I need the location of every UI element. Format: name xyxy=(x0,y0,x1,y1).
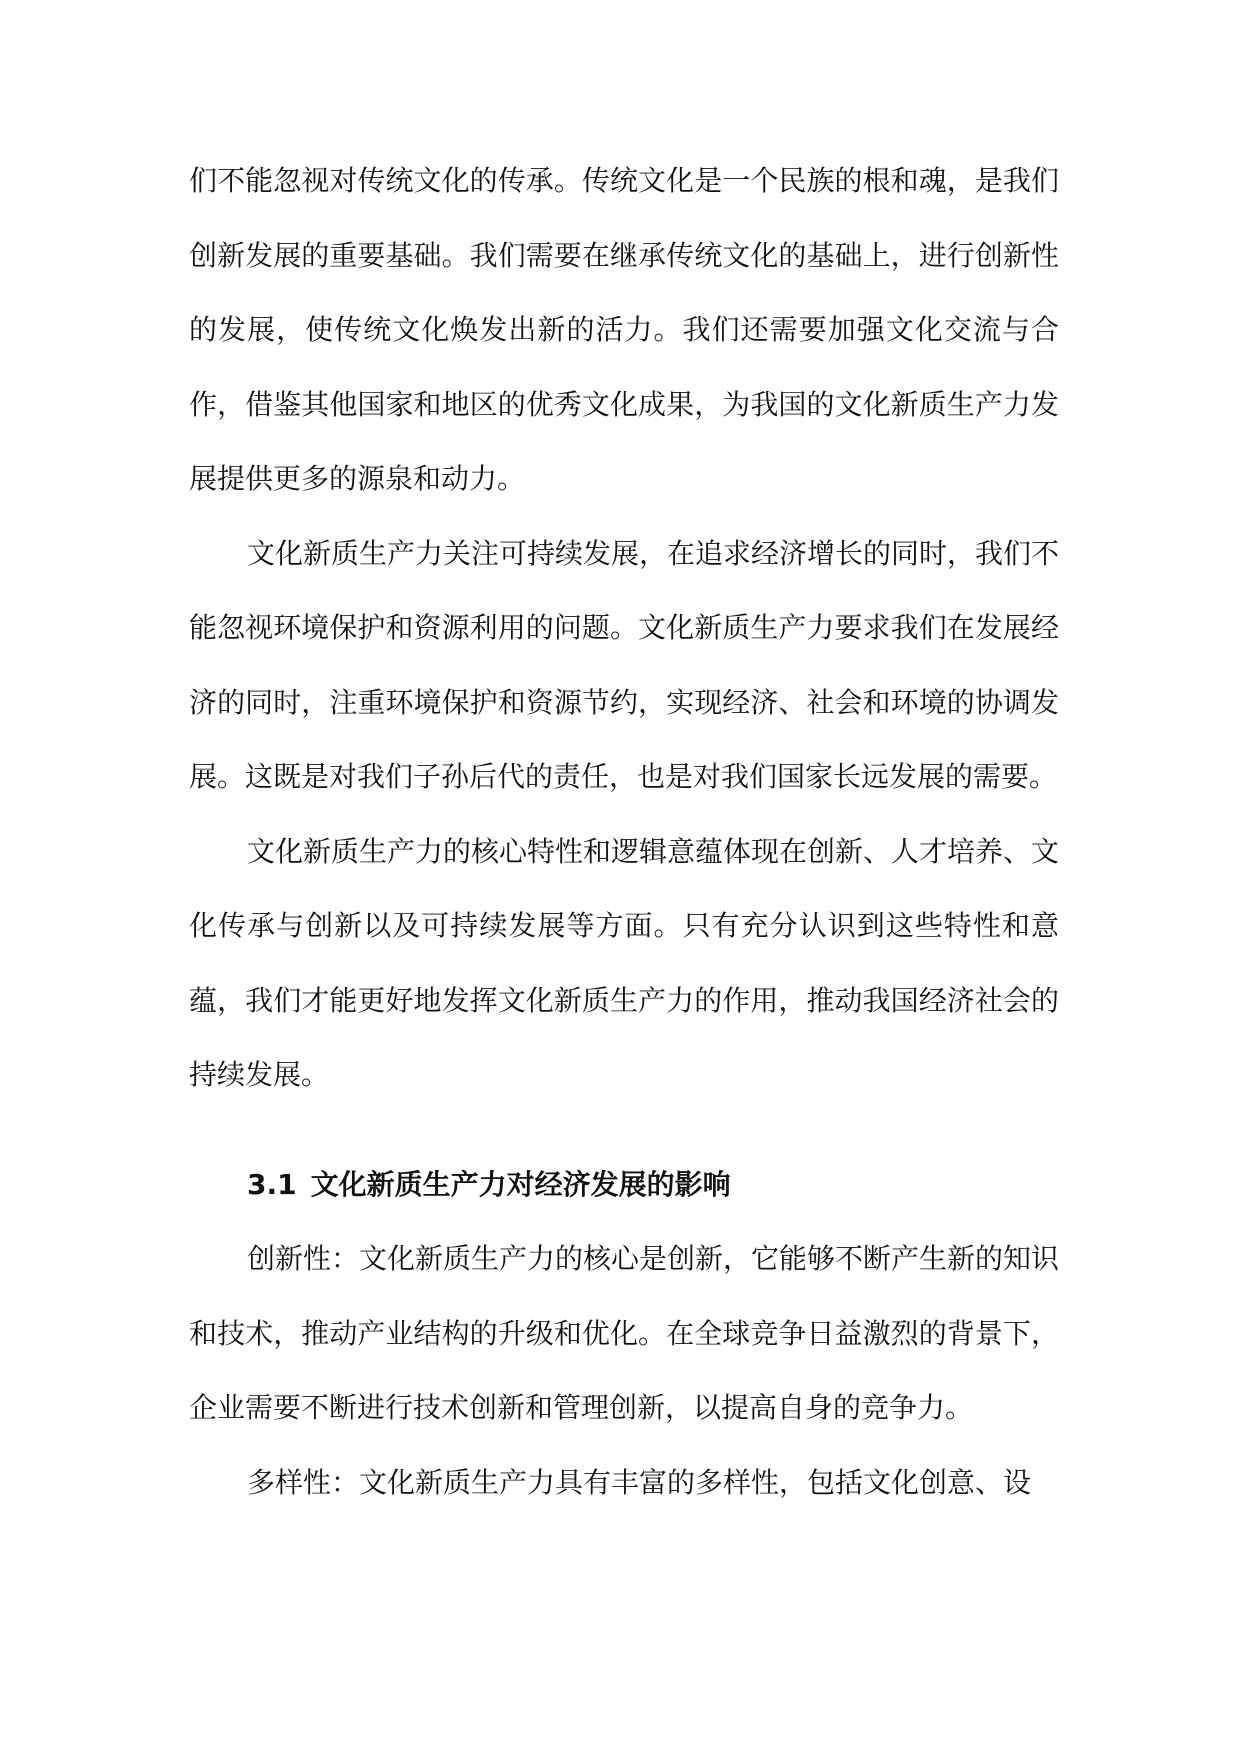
section-title: 文化新质生产力对经济发展的影响 xyxy=(310,1167,731,1201)
paragraph-sustainability: 文化新质生产力关注可持续发展，在追求经济增长的同时，我们不能忽视环境保护和资源利用的问题。文化新质生产力要求我们在发展经济的同时，注重环境保护和资源节约，实现经济、社会和环境的协调发展。这既是对我们子孙后代的责任，也是对我们国家长远发展的需要。 xyxy=(189,536,1060,793)
section-heading xyxy=(189,1148,1059,1223)
paragraph-innovation: 创新性：文化新质生产力的核心是创新，它能够不断产生新的知识和技术，推动产业结构的升级和优化。在全球竞争日益激烈的背景下，企业需要不断进行技术创新和管理创新，以提高自身的竞争力。 xyxy=(189,1242,1060,1424)
paragraph-summary: 文化新质生产力的核心特性和逻辑意蕴体现在创新、人才培养、文化传承与创新以及可持续发展等方面。只有充分认识到这些特性和意蕴，我们才能更好地发挥文化新质生产力的作用，推动我国经济社会的持续发展。 xyxy=(189,834,1060,1091)
document-body xyxy=(189,144,1059,1520)
paragraph-continuation: 们不能忽视对传统文化的传承。传统文化是一个民族的根和魂，是我们创新发展的重要基础。我们需要在继承传统文化的基础上，进行创新性的发展，使传统文化焕发出新的活力。我们还需要加强文化交流与合作，借鉴其他国家和地区的优秀文化成果，为我国的文化新质生产力发展提供更多的源泉和动力。 xyxy=(189,164,1059,495)
paragraph-diversity: 多样性：文化新质生产力具有丰富的多样性，包括文化创意、设 xyxy=(247,1465,1032,1499)
section-number: 3.1 xyxy=(247,1167,297,1201)
